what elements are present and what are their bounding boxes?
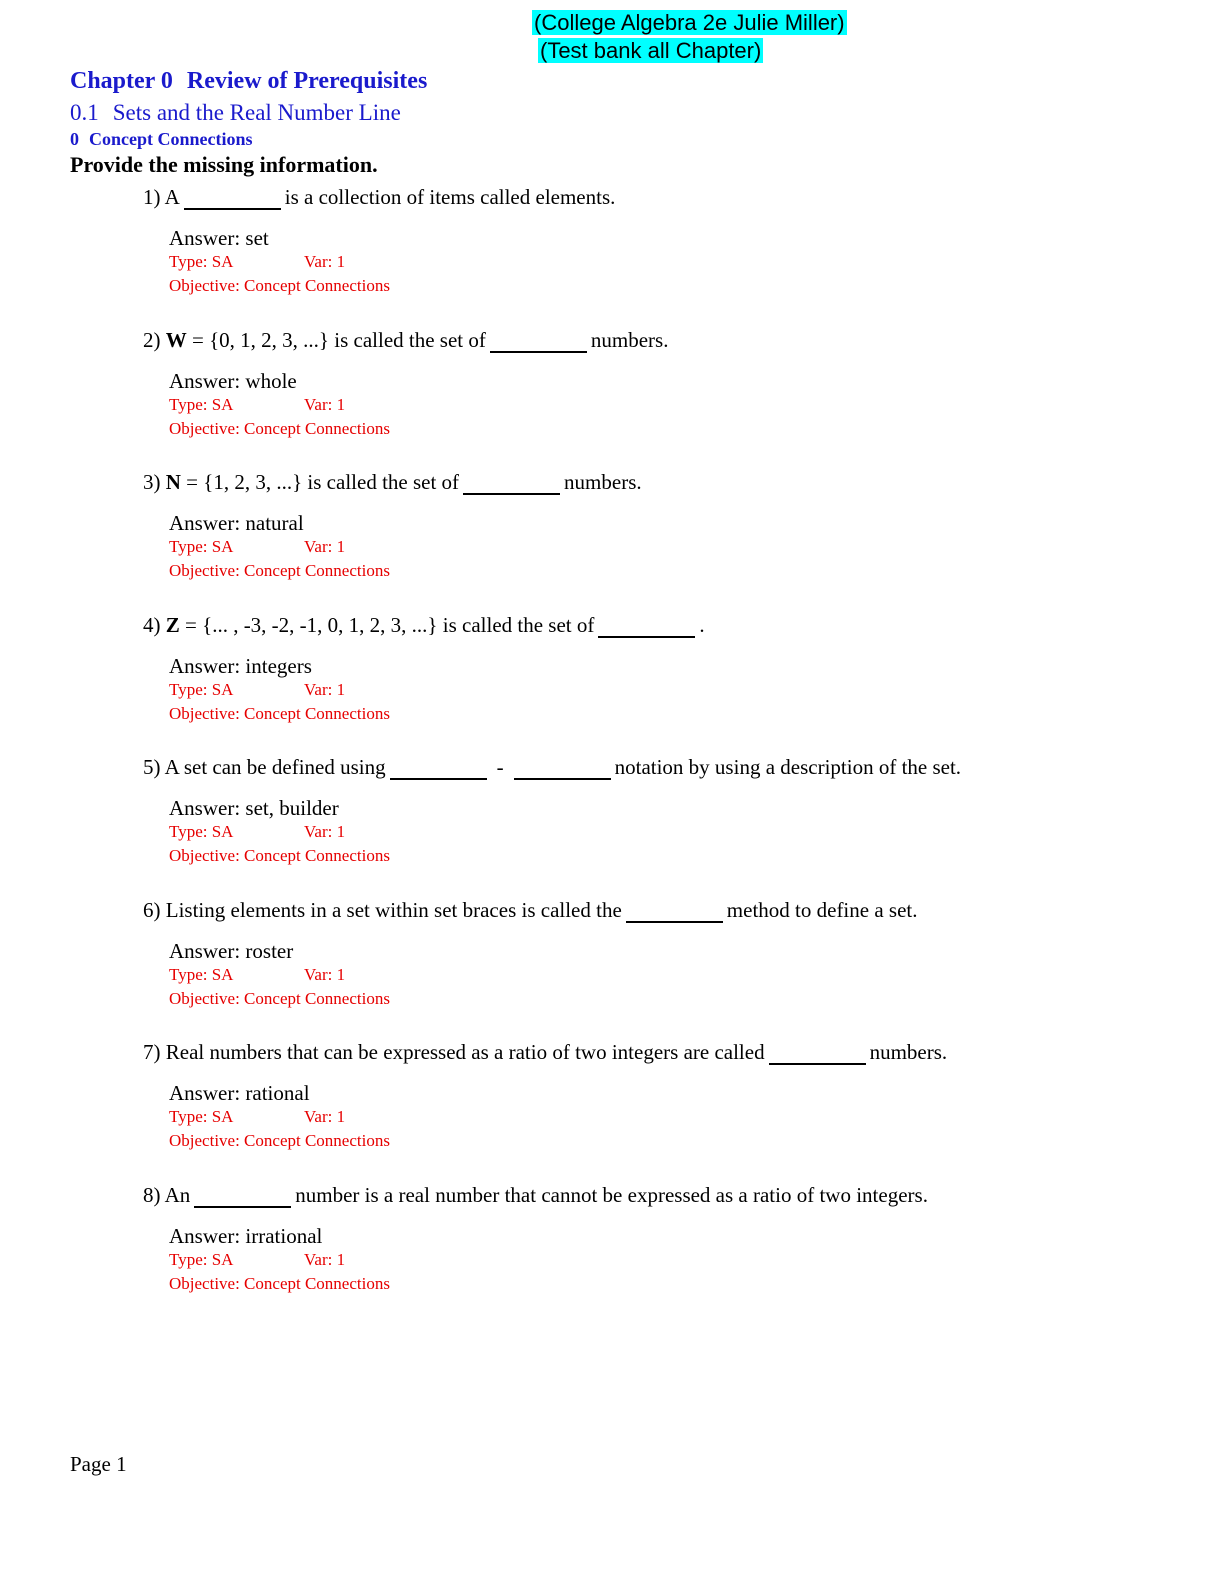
answer-line: Answer: set (169, 226, 269, 250)
type-line (169, 251, 346, 273)
question-text-part: = {... , -3, -2, -1, 0, 1, 2, 3, ...} is called the set of (185, 613, 595, 637)
chapter-title: Review of Prerequisites (186, 68, 428, 94)
type-label: Type: SA (169, 395, 234, 414)
question-number: 4) (143, 613, 161, 637)
header-title-line-1: (College Algebra 2e Julie Miller) (534, 10, 845, 35)
var-label: Var: 1 (304, 252, 346, 271)
question-text-part: = {1, 2, 3, ...} is called the set of (186, 470, 460, 494)
answer-line: Answer: irrational (169, 1224, 323, 1248)
answer-blank (490, 331, 587, 353)
var-label: Var: 1 (304, 822, 346, 841)
question-text-part: method to define a set. (726, 898, 918, 922)
question-text-part: numbers. (869, 1040, 948, 1064)
objective-line: Objective: Concept Connections (169, 989, 390, 1008)
type-label: Type: SA (169, 680, 234, 699)
subsection-number: 0 (70, 129, 79, 149)
question-text (143, 1182, 928, 1208)
page-number: Page 1 (70, 1452, 127, 1476)
answer-blank (390, 758, 487, 780)
answer-blank (463, 473, 560, 495)
question-text-part: 5) A set can be defined using (143, 755, 386, 779)
chapter-number: Chapter 0 (70, 68, 173, 94)
instructions: Provide the missing information. (70, 152, 378, 177)
objective-line: Objective: Concept Connections (169, 704, 390, 723)
subsection-heading (70, 129, 253, 150)
question-text-part: = {0, 1, 2, 3, ...} is called the set of (192, 328, 486, 352)
question-number: 2) (143, 328, 161, 352)
objective-line: Objective: Concept Connections (169, 846, 390, 865)
answer-line: Answer: set, builder (169, 796, 339, 820)
var-label: Var: 1 (304, 395, 346, 414)
type-label: Type: SA (169, 537, 234, 556)
question-text-part: numbers. (590, 328, 669, 352)
answer-blank (769, 1043, 866, 1065)
question-text (143, 184, 615, 210)
type-line (169, 1106, 346, 1128)
type-label: Type: SA (169, 252, 234, 271)
question-text (143, 327, 668, 353)
question-text (143, 1039, 947, 1065)
section-heading (70, 100, 401, 126)
question-text (143, 469, 642, 495)
var-label: Var: 1 (304, 537, 346, 556)
answer-line: Answer: roster (169, 939, 294, 963)
answer-blank (194, 1186, 291, 1208)
type-label: Type: SA (169, 965, 234, 984)
answer-line: Answer: natural (169, 511, 304, 535)
question-text-part: . (699, 613, 705, 637)
question-text-part: numbers. (564, 470, 642, 494)
set-symbol: W (165, 328, 187, 352)
objective-line: Objective: Concept Connections (169, 419, 390, 438)
question-text-part: notation by using a description of the set. (614, 755, 962, 779)
set-symbol: N (165, 470, 181, 494)
question-text-part: 6) Listing elements in a set within set braces is called the (143, 898, 622, 922)
objective-line: Objective: Concept Connections (169, 276, 390, 295)
subsection-title: Concept Connections (89, 129, 253, 149)
objective-line: Objective: Concept Connections (169, 1274, 390, 1293)
answer-line: Answer: integers (169, 654, 312, 678)
var-label: Var: 1 (304, 1250, 346, 1269)
type-label: Type: SA (169, 1250, 234, 1269)
type-line (169, 536, 346, 558)
answer-blank (184, 188, 281, 210)
answer-line: Answer: rational (169, 1081, 310, 1105)
header-title-line-2: (Test bank all Chapter) (540, 38, 762, 63)
var-label: Var: 1 (304, 965, 346, 984)
type-line (169, 679, 346, 701)
answer-blank (514, 758, 611, 780)
question-text (143, 897, 918, 923)
question-text-part: 8) An (143, 1183, 191, 1207)
type-line (169, 821, 346, 843)
type-line (169, 1249, 346, 1271)
type-line (169, 394, 346, 416)
section-title: Sets and the Real Number Line (112, 100, 401, 125)
question-text (143, 754, 961, 780)
set-symbol: Z (165, 613, 180, 637)
objective-line: Objective: Concept Connections (169, 561, 390, 580)
type-line (169, 964, 346, 986)
section-number: 0.1 (70, 100, 99, 125)
answer-blank (626, 901, 723, 923)
type-label: Type: SA (169, 1107, 234, 1126)
type-label: Type: SA (169, 822, 234, 841)
var-label: Var: 1 (304, 680, 346, 699)
answer-blank (598, 616, 695, 638)
objective-line: Objective: Concept Connections (169, 1131, 390, 1150)
hyphen: - (496, 755, 504, 779)
chapter-heading (70, 68, 427, 95)
question-text-part: 1) A (143, 185, 180, 209)
question-number: 3) (143, 470, 161, 494)
var-label: Var: 1 (304, 1107, 346, 1126)
question-text-part: 7) Real numbers that can be expressed as a ratio of two integers are called (143, 1040, 765, 1064)
answer-line: Answer: whole (169, 369, 297, 393)
question-text-part: number is a real number that cannot be expressed as a ratio of two integers. (295, 1183, 928, 1207)
question-text-part: is a collection of items called elements. (284, 185, 616, 209)
question-text (143, 612, 705, 638)
